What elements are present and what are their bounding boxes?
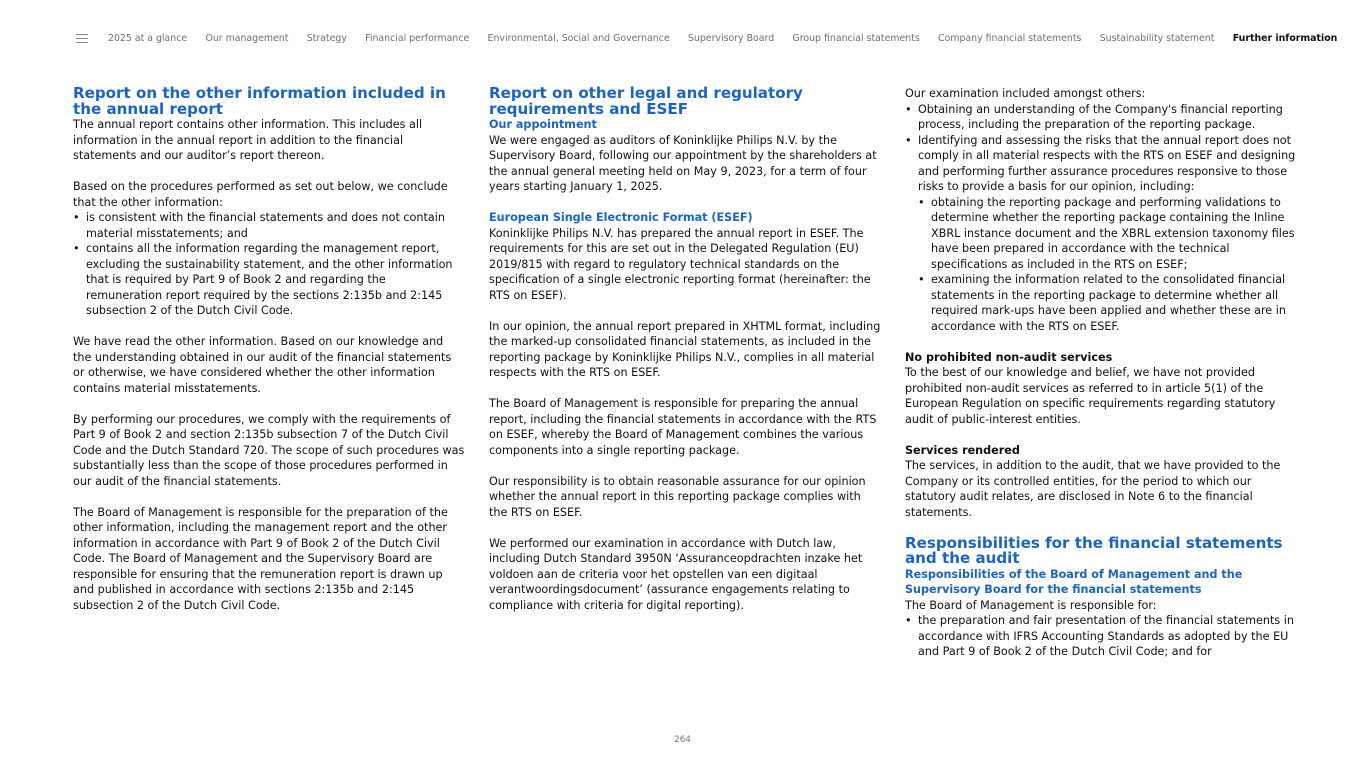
paragraph: The services, in addition to the audit, that we have provided to the Company or its controlled entities, for the period to which our statutory audit relates, are disclosed in Note 6 to the financial statements.: [905, 459, 1281, 519]
list-item: • is consistent with the financial statements and does not contain material misstatements; and: [73, 210, 465, 241]
subsection-heading: No prohibited non-audit services: [905, 350, 1113, 364]
list-item: • contains all the information regarding the management report, excluding the sustainability statement, and the other information that is required by Part 9 of Book 2 and regarding the remuneration report required by the sections 2:135b and 2:145 subsection 2 of the Dutch Civil Code.: [73, 241, 465, 319]
nav-item-2025-at-a-glance[interactable]: 2025 at a glance: [108, 32, 188, 44]
paragraph: Our examination included amongst others:: [905, 87, 1146, 100]
section-heading: Report on the other information included in the annual report: [73, 84, 446, 118]
nav-item-further-information[interactable]: Further information: [1232, 32, 1338, 44]
paragraph: We were engaged as auditors of Koninklijke Philips N.V. by the Supervisory Board, following our appointment by the shareholders at the annual general meeting held on May 9, 2023, for a term of four years starting January 1, 2025.: [489, 133, 877, 193]
paragraph: The Board of Management is responsible for the preparation of the other information, including the management report and the other information in accordance with Part 9 of Book 2 of the Dutch Civil Code. The Board of Management and the Supervisory Board are responsible for ensuring that the remuneration report is drawn up and published in accordance with sections 2:135b and 2:145 subsection 2 of the Dutch Civil Code.: [73, 505, 448, 612]
paragraph: The annual report contains other information. This includes all information in the annual report in addition to the financial statements and our auditor’s report thereon.: [73, 118, 423, 162]
sub-bullet-list: [918, 195, 1305, 335]
section-heading: Report on other legal and regulatory requirements and ESEF: [489, 84, 803, 118]
nav-item-group-financial-statements[interactable]: Group financial statements: [792, 32, 920, 44]
nav-item-financial-performance[interactable]: Financial performance: [365, 32, 470, 44]
paragraph: In our opinion, the annual report prepared in XHTML format, including the marked-up consolidated financial statements, as included in the reporting package by Koninklijke Philips N.V., complies in all material respects with the RTS on ESEF.: [489, 319, 881, 379]
top-navigation: [76, 30, 1365, 46]
subsection-heading: Services rendered: [905, 443, 1020, 457]
nav-item-supervisory-board[interactable]: Supervisory Board: [687, 32, 775, 44]
paragraph: Our responsibility is to obtain reasonable assurance for our opinion whether the annual report in this reporting package complies with the RTS on ESEF.: [489, 474, 866, 519]
page-number: 264: [674, 735, 691, 745]
nav-item-sustainability-statement[interactable]: Sustainability statement: [1099, 32, 1215, 44]
hamburger-menu-icon[interactable]: [76, 34, 88, 43]
subsection-heading: Our appointment: [489, 118, 597, 131]
nav-item-strategy[interactable]: Strategy: [306, 32, 347, 44]
subsection-heading: Responsibilities of the Board of Management and the Supervisory Board for the financial statements: [905, 567, 1243, 596]
sub-list-item: • obtaining the reporting package and performing validations to determine whether the reporting package containing the Inline XBRL instance document and the XBRL extension taxonomy files have been prepared in accordance with the technical specifications as included in the RTS on ESEF;: [918, 195, 1305, 273]
column-other-information: [73, 86, 465, 613]
paragraph: We performed our examination in accordance with Dutch law, including Dutch Standard 3950N ‘Assuranceopdrachten inzake het voldoen aan de criteria voor het opstellen van een digitaal verantwoordingsdocument’ (assurance engagements relating to compliance with criteria for digital reporting).: [489, 536, 863, 612]
paragraph: By performing our procedures, we comply with the requirements of Part 9 of Book 2 and section 2:135b subsection 7 of the Dutch Civil Code and the Dutch Standard 720. The scope of such procedures was substantially less than the scope of those procedures performed in our audit of the financial statements.: [73, 412, 465, 488]
column-legal-regulatory: [489, 86, 881, 613]
section-heading: Responsibilities for the financial statements and the audit: [905, 533, 1283, 567]
paragraph: We have read the other information. Based on our knowledge and the understanding obtained in our audit of the financial statements or otherwise, we have considered whether the other information contains material misstatements.: [73, 335, 452, 395]
nav-item-our-management[interactable]: Our management: [205, 32, 289, 44]
list-item-text: Identifying and assessing the risks that the annual report does not comply in all material respects with the RTS on ESEF and designing and performing further assurance procedures responsive to those risks to provide a basis for our opinion, including:: [918, 133, 1296, 193]
nav-item-company-financial-statements[interactable]: Company financial statements: [938, 32, 1082, 44]
paragraph: The Board of Management is responsible for:: [905, 598, 1157, 612]
paragraph: Koninklijke Philips N.V. has prepared the annual report in ESEF. The requirements for this are set out in the Delegated Regulation (EU) 2019/815 with regard to regulatory technical standards on the specification of a single electronic reporting format (hereinafter: the RTS on ESEF).: [489, 226, 871, 302]
bullet-list: [73, 210, 465, 319]
nav-item-esg[interactable]: Environmental, Social and Governance: [487, 32, 670, 44]
paragraph: To the best of our knowledge and belief, we have not provided prohibited non-audit services as referred to in article 5(1) of the European Regulation on specific requirements regarding statutory audit of public-interest entities.: [905, 366, 1276, 426]
bullet-list: [905, 102, 1305, 335]
paragraph: The Board of Management is responsible for preparing the annual report, including the financial statements in accordance with the RTS on ESEF, whereby the Board of Management combines the various components into a single reporting package.: [489, 397, 877, 457]
list-item: • Obtaining an understanding of the Company's financial reporting process, including the preparation of the reporting package.: [905, 102, 1305, 133]
list-item: [905, 133, 1305, 335]
subsection-heading: European Single Electronic Format (ESEF): [489, 211, 753, 224]
list-item: • the preparation and fair presentation of the financial statements in accordance with IFRS Accounting Standards as adopted by the EU and Part 9 of Book 2 of the Dutch Civil Code; and for: [905, 613, 1305, 660]
column-examination: [905, 86, 1305, 660]
bullet-list: [905, 613, 1305, 660]
paragraph: Based on the procedures performed as set out below, we conclude that the other information:: [73, 180, 448, 209]
sub-list-item: • examining the information related to the consolidated financial statements in the reporting package to determine whether all required mark-ups have been applied and whether these are in accordance with the RTS on ESEF.: [918, 272, 1305, 334]
